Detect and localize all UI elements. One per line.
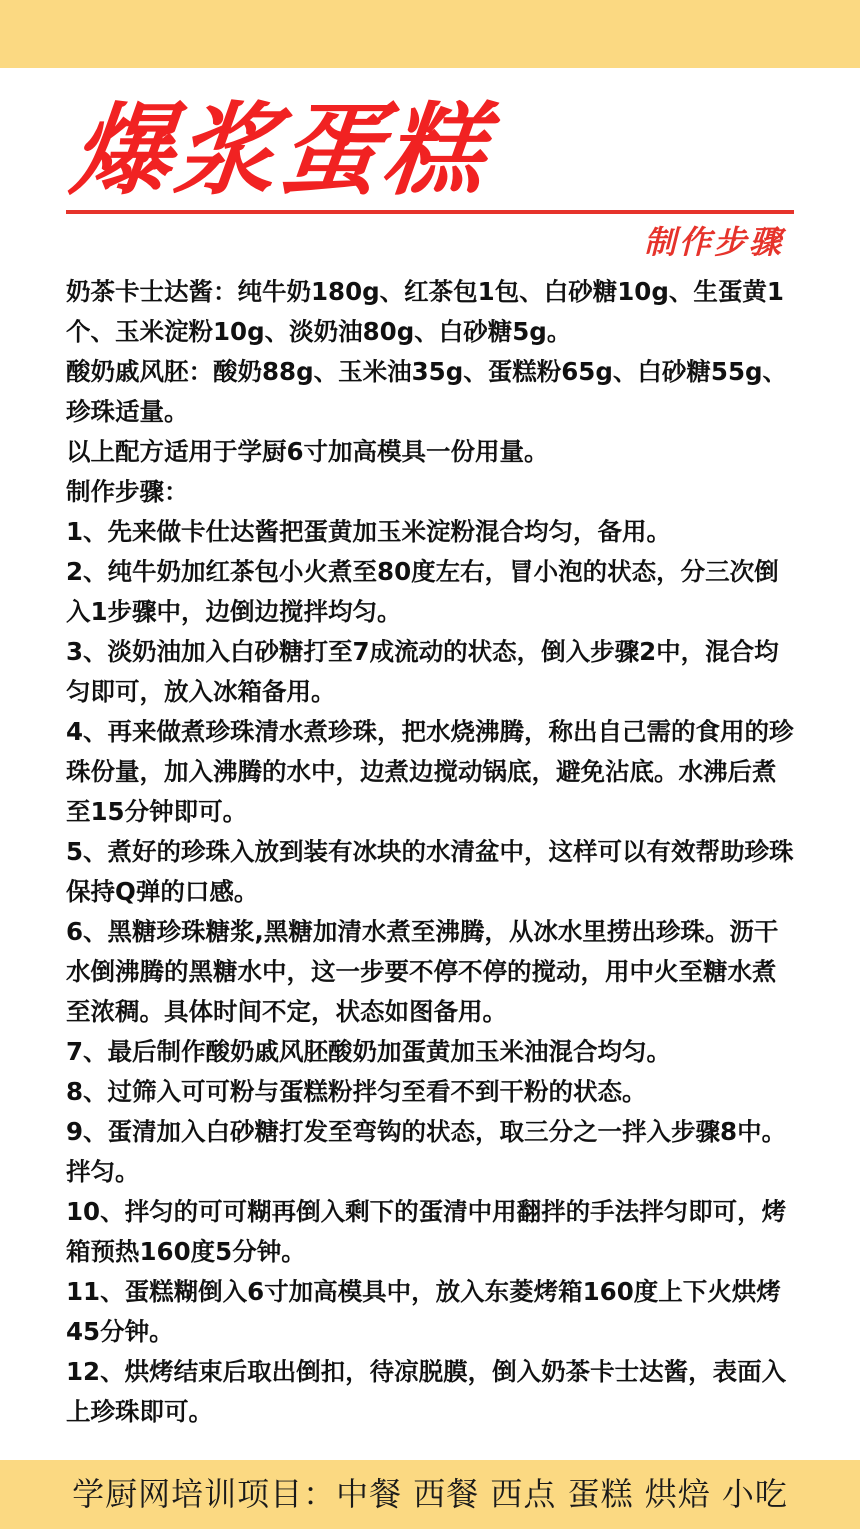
footer-text: 学厨网培训项目：中餐 西餐 西点 蛋糕 烘焙 小吃 (72, 1475, 788, 1513)
step-item: 11、蛋糕糊倒入6寸加高模具中，放入东菱烤箱160度上下火烘烤45分钟。 (66, 1277, 781, 1346)
page-title: 爆浆蛋糕 (66, 92, 495, 209)
title-underline (66, 210, 794, 214)
steps-heading: 制作步骤： (66, 477, 189, 506)
step-item: 2、纯牛奶加红茶包小火煮至80度左右，冒小泡的状态，分三次倒入1步骤中，边倒边搅拌均匀。 (66, 557, 779, 626)
top-banner (0, 0, 860, 68)
step-item: 6、黑糖珍珠糖浆,黑糖加清水煮至沸腾，从冰水里捞出珍珠。沥干水倒沸腾的黑糖水中，这一步要不停不停的搅动，用中火至糖水煮至浓稠。具体时间不定，状态如图备用。 (66, 917, 779, 1026)
step-item: 3、淡奶油加入白砂糖打至7成流动的状态，倒入步骤2中，混合均匀即可，放入冰箱备用。 (66, 637, 779, 706)
recipe-note: 以上配方适用于学厨6寸加高模具一份用量。 (66, 437, 549, 466)
step-item: 5、煮好的珍珠入放到装有冰块的水清盆中，这样可以有效帮助珍珠保持Q弹的口感。 (66, 837, 794, 906)
step-item: 9、蛋清加入白砂糖打发至弯钩的状态，取三分之一拌入步骤8中。拌匀。 (66, 1117, 787, 1186)
section-tag: 制作步骤 (643, 223, 784, 261)
step-item: 1、先来做卡仕达酱把蛋黄加玉米淀粉混合均匀，备用。 (66, 517, 672, 546)
ingredients-chiffon: 酸奶戚风胚：酸奶88g、玉米油35g、蛋糕粉65g、白砂糖55g、珍珠适量。 (66, 357, 788, 426)
step-item: 12、烘烤结束后取出倒扣，待凉脱膜，倒入奶茶卡士达酱，表面入上珍珠即可。 (66, 1357, 787, 1426)
step-item: 7、最后制作酸奶戚风胚酸奶加蛋黄加玉米油混合均匀。 (66, 1037, 672, 1066)
step-item: 4、再来做煮珍珠清水煮珍珠，把水烧沸腾，称出自己需的食用的珍珠份量，加入沸腾的水中，边煮边搅动锅底，避免沾底。水沸后煮至15分钟即可。 (66, 717, 794, 826)
step-item: 10、拌匀的可可糊再倒入剩下的蛋清中用翻拌的手法拌匀即可，烤箱预热160度5分钟。 (66, 1197, 787, 1266)
recipe-content (66, 272, 800, 1432)
ingredients-custard: 奶茶卡士达酱：纯牛奶180g、红茶包1包、白砂糖10g、生蛋黄1个、玉米淀粉10g、淡奶油80g、白砂糖5g。 (66, 277, 784, 346)
step-item: 8、过筛入可可粉与蛋糕粉拌匀至看不到干粉的状态。 (66, 1077, 647, 1106)
